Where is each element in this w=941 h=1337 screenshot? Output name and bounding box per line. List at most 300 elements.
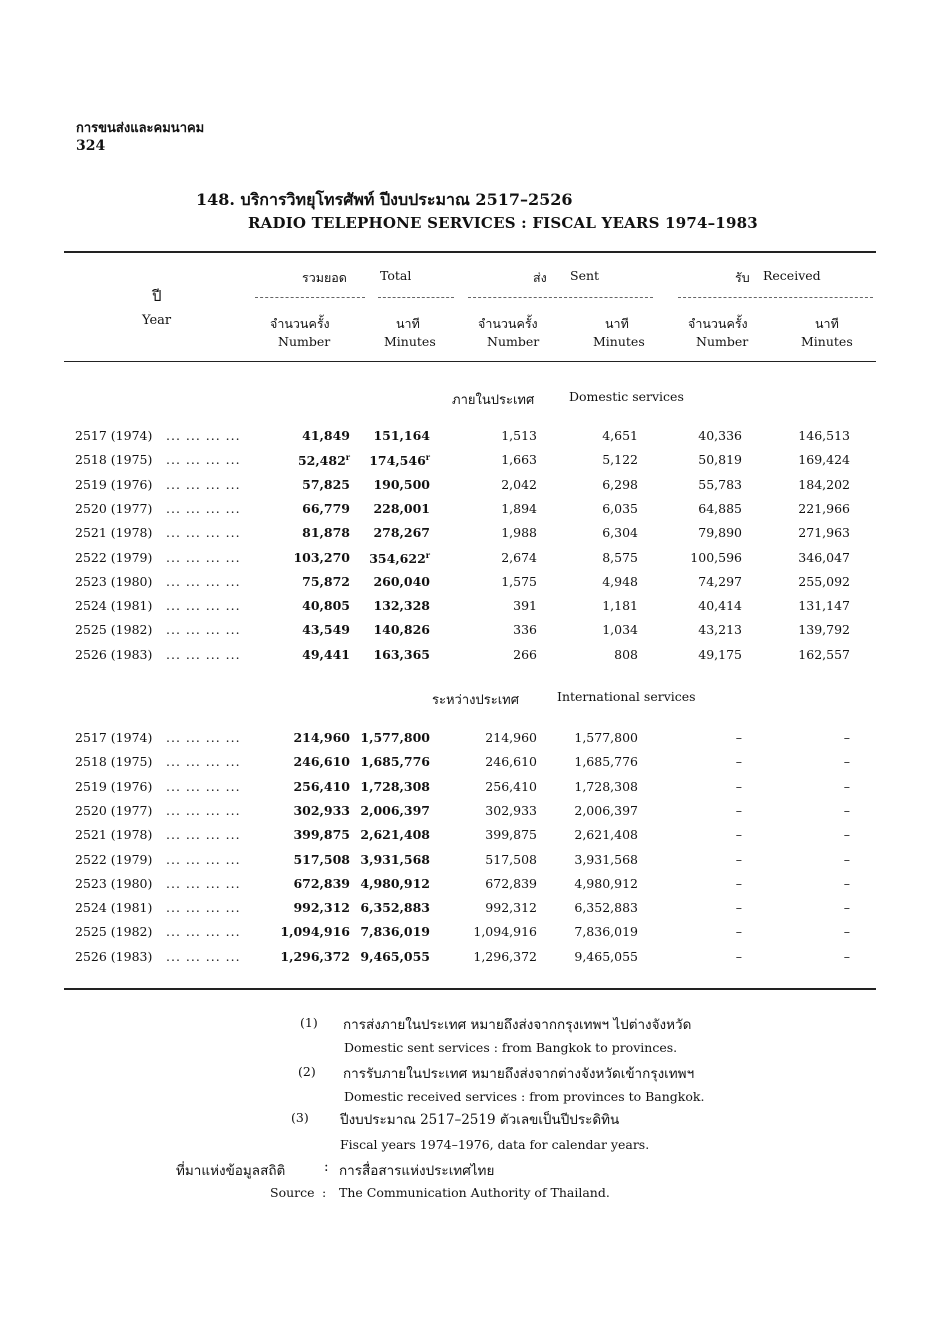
leader-dots xyxy=(166,550,241,565)
leader-dots xyxy=(166,622,241,637)
total-minutes-cell xyxy=(350,501,430,516)
total-minutes-english: Minutes xyxy=(384,334,436,349)
table-row xyxy=(0,876,941,900)
total-number-cell-value: 43,549 xyxy=(302,622,350,638)
leader-dots-value: ... ... ... ... xyxy=(166,549,241,565)
total-number-cell-value: 1,094,916 xyxy=(280,924,350,940)
total-number-cell xyxy=(260,622,350,637)
total-minutes-cell xyxy=(350,550,430,566)
year-cell-value: 2524 (1981) xyxy=(75,598,153,614)
received-minutes-cell xyxy=(760,827,850,842)
year-cell-value: 2521 (1978) xyxy=(75,827,153,843)
leader-dots-value: ... ... ... ... xyxy=(166,476,241,492)
year-cell xyxy=(75,501,152,516)
total-minutes-cell-value: 1,685,776 xyxy=(360,754,430,770)
total-number-cell xyxy=(260,754,350,769)
sent-number-cell-value: 399,875 xyxy=(485,827,537,843)
sent-minutes-cell xyxy=(560,730,638,745)
sent-number-cell xyxy=(445,803,537,818)
sent-number-cell-value: 246,610 xyxy=(485,754,537,770)
sent-minutes-cell-value: 1,577,800 xyxy=(574,730,638,745)
sent-number-cell-value: 302,933 xyxy=(485,802,537,818)
sent-minutes-cell-value: 7,836,019 xyxy=(574,924,638,940)
received-minutes-cell-value: – xyxy=(843,851,850,867)
total-minutes-cell xyxy=(350,428,430,443)
total-minutes-cell xyxy=(350,525,430,540)
total-number-cell xyxy=(260,876,350,891)
leader-dots-value: ... ... ... ... xyxy=(166,730,241,745)
sent-minutes-cell xyxy=(560,477,638,492)
sent-minutes-cell-value: 6,035 xyxy=(602,500,638,516)
leader-dots xyxy=(166,779,241,794)
received-number-cell-value: 55,783 xyxy=(698,476,742,492)
total-minutes-cell xyxy=(350,949,430,964)
sent-number-cell-value: 214,960 xyxy=(485,730,537,745)
table-row xyxy=(0,647,941,671)
total-minutes-cell xyxy=(350,827,430,842)
sent-number-cell xyxy=(445,949,537,964)
total-minutes-cell xyxy=(350,647,430,662)
table-row xyxy=(0,924,941,948)
total-number-thai: จำนวนครั้ง xyxy=(270,316,330,331)
total-minutes-cell xyxy=(350,598,430,613)
total-number-cell-value: 52,482 xyxy=(297,453,346,469)
sent-minutes-thai: นาที xyxy=(605,316,629,331)
sent-number-cell-value: 1,513 xyxy=(501,428,537,443)
year-cell-value: 2525 (1982) xyxy=(75,622,153,638)
sent-minutes-cell xyxy=(560,622,638,637)
total-minutes-cell xyxy=(350,779,430,794)
received-minutes-cell xyxy=(760,924,850,939)
year-cell-value: 2520 (1977) xyxy=(75,500,153,516)
sent-minutes-cell-value: 8,575 xyxy=(602,549,638,565)
international-label-english: International services xyxy=(557,689,696,704)
note-3-number: (3) xyxy=(291,1110,309,1125)
total-minutes-cell xyxy=(350,900,430,915)
total-number-cell xyxy=(260,852,350,867)
sent-minutes-cell-value: 1,685,776 xyxy=(574,754,638,770)
sent-dash xyxy=(468,297,653,298)
year-cell xyxy=(75,949,152,964)
total-number-cell-value: 517,508 xyxy=(293,851,350,867)
received-minutes-cell-value: 139,792 xyxy=(798,622,850,638)
sent-number-cell-value: 1,894 xyxy=(501,500,537,516)
received-minutes-cell xyxy=(760,876,850,891)
year-cell-value: 2523 (1980) xyxy=(75,573,153,589)
source-sep-english: : xyxy=(322,1185,327,1200)
received-header-english: Received xyxy=(763,268,821,283)
sent-minutes-english: Minutes xyxy=(593,334,645,349)
table-row xyxy=(0,525,941,549)
total-number-cell xyxy=(260,949,350,964)
received-number-cell xyxy=(660,501,742,516)
sent-minutes-cell-value: 6,304 xyxy=(602,525,638,541)
total-number-english: Number xyxy=(278,334,331,349)
total-minutes-cell-value: 6,352,883 xyxy=(360,900,430,916)
leader-dots-value: ... ... ... ... xyxy=(166,754,241,770)
sent-minutes-cell xyxy=(560,598,638,613)
total-minutes-cell-value: 3,931,568 xyxy=(360,851,430,867)
year-cell-value: 2521 (1978) xyxy=(75,525,153,541)
total-number-cell-value: 103,270 xyxy=(293,549,350,565)
received-minutes-cell xyxy=(760,598,850,613)
sent-number-cell xyxy=(445,924,537,939)
total-number-cell xyxy=(260,779,350,794)
sent-minutes-cell xyxy=(560,525,638,540)
total-minutes-cell xyxy=(350,574,430,589)
received-number-cell-value: 40,336 xyxy=(698,428,742,443)
note-2-english: Domestic received services : from provinces to Bangkok. xyxy=(344,1089,705,1104)
total-number-cell-value: 992,312 xyxy=(293,900,350,916)
table-row xyxy=(0,754,941,778)
running-header: การขนส่งและคมนาคม xyxy=(76,121,205,136)
received-minutes-cell xyxy=(760,452,850,467)
domestic-label-thai: ภายในประเทศ xyxy=(452,393,535,408)
note-1-number: (1) xyxy=(300,1015,318,1030)
year-cell xyxy=(75,730,152,745)
sent-number-cell-value: 391 xyxy=(513,598,537,614)
sent-number-cell xyxy=(445,900,537,915)
year-header-english: Year xyxy=(142,313,172,328)
year-header-thai: ปี xyxy=(152,287,162,305)
sent-number-cell-value: 1,663 xyxy=(501,452,537,468)
sent-minutes-cell xyxy=(560,852,638,867)
year-cell-value: 2519 (1976) xyxy=(75,778,153,794)
total-number-cell-value: 302,933 xyxy=(293,802,350,818)
received-number-cell-value: 79,890 xyxy=(698,525,742,541)
sent-number-cell-value: 1,988 xyxy=(501,525,537,541)
sent-minutes-cell-value: 3,931,568 xyxy=(574,851,638,867)
total-minutes-cell xyxy=(350,754,430,769)
year-cell xyxy=(75,477,152,492)
received-number-cell xyxy=(660,550,742,565)
received-minutes-thai: นาที xyxy=(815,316,839,331)
total-header-thai: รวมยอด xyxy=(302,270,347,285)
leader-dots xyxy=(166,598,241,613)
received-minutes-cell-value: 271,963 xyxy=(798,525,850,541)
sent-minutes-cell-value: 9,465,055 xyxy=(574,948,638,964)
received-minutes-cell-value: 162,557 xyxy=(798,646,850,662)
received-number-cell-value: 49,175 xyxy=(698,646,742,662)
total-number-cell xyxy=(260,574,350,589)
received-number-cell xyxy=(660,647,742,662)
leader-dots xyxy=(166,501,241,516)
received-number-cell-value: – xyxy=(735,802,742,818)
table-row xyxy=(0,900,941,924)
received-minutes-cell xyxy=(760,501,850,516)
total-number-cell xyxy=(260,647,350,662)
leader-dots-value: ... ... ... ... xyxy=(166,827,241,843)
total-number-cell-value: 75,872 xyxy=(302,573,350,589)
note-1-thai: การส่งภายในประเทศ หมายถึงส่งจากกรุงเทพฯ ไปต่างจังหวัด xyxy=(343,1017,692,1033)
received-minutes-cell xyxy=(760,622,850,637)
year-cell-value: 2518 (1975) xyxy=(75,452,153,468)
received-minutes-cell-value: 131,147 xyxy=(798,598,850,614)
sent-number-cell xyxy=(445,876,537,891)
received-minutes-cell xyxy=(760,525,850,540)
source-label-thai: ที่มาแห่งข้อมูลสถิติ xyxy=(176,1163,286,1179)
sent-number-cell-value: 517,508 xyxy=(485,851,537,867)
total-minutes-cell-value: 132,328 xyxy=(373,598,430,614)
received-minutes-cell-value: – xyxy=(843,754,850,770)
year-cell xyxy=(75,428,152,443)
received-minutes-cell-value: 346,047 xyxy=(798,549,850,565)
leader-dots-value: ... ... ... ... xyxy=(166,900,241,916)
received-minutes-cell xyxy=(760,852,850,867)
received-number-cell-value: – xyxy=(735,851,742,867)
total-number-cell xyxy=(260,501,350,516)
sent-number-cell-value: 1,094,916 xyxy=(473,924,537,940)
sent-minutes-cell-value: 2,621,408 xyxy=(574,827,638,843)
leader-dots xyxy=(166,428,241,443)
table-title-english: RADIO TELEPHONE SERVICES : FISCAL YEARS 1974–1983 xyxy=(248,214,758,232)
received-minutes-cell xyxy=(760,477,850,492)
sent-minutes-cell-value: 4,948 xyxy=(602,573,638,589)
received-number-cell xyxy=(660,598,742,613)
received-number-cell xyxy=(660,852,742,867)
source-sep-thai: : xyxy=(324,1159,329,1175)
year-cell-value: 2524 (1981) xyxy=(75,900,153,916)
leader-dots-value: ... ... ... ... xyxy=(166,573,241,589)
sent-number-cell xyxy=(445,477,537,492)
received-minutes-cell xyxy=(760,900,850,915)
received-number-cell-value: – xyxy=(735,900,742,916)
year-cell xyxy=(75,827,152,842)
received-number-cell xyxy=(660,779,742,794)
leader-dots xyxy=(166,477,241,492)
total-minutes-cell xyxy=(350,452,430,468)
sent-minutes-cell-value: 4,980,912 xyxy=(574,875,638,891)
sent-minutes-cell xyxy=(560,876,638,891)
leader-dots xyxy=(166,574,241,589)
received-minutes-cell xyxy=(760,730,850,745)
received-minutes-cell-value: 169,424 xyxy=(798,452,850,468)
sent-number-thai: จำนวนครั้ง xyxy=(478,316,538,331)
received-number-cell-value: – xyxy=(735,875,742,891)
total-number-cell-value: 66,779 xyxy=(302,500,350,516)
year-cell-value: 2525 (1982) xyxy=(75,924,153,940)
leader-dots xyxy=(166,900,241,915)
sent-number-english: Number xyxy=(487,334,540,349)
received-minutes-cell xyxy=(760,574,850,589)
total-minutes-thai: นาที xyxy=(396,316,420,331)
received-number-cell-value: 64,885 xyxy=(698,500,742,516)
total-number-cell xyxy=(260,900,350,915)
sent-number-cell xyxy=(445,501,537,516)
sent-number-cell xyxy=(445,647,537,662)
total-number-cell-value: 81,878 xyxy=(302,525,350,541)
revised-marker: r xyxy=(345,452,350,463)
year-cell xyxy=(75,900,152,915)
received-minutes-cell xyxy=(760,647,850,662)
table-row xyxy=(0,803,941,827)
source-value-english: The Communication Authority of Thailand. xyxy=(339,1185,610,1200)
total-minutes-cell-value: 260,040 xyxy=(373,573,430,589)
total-minutes-cell xyxy=(350,730,430,745)
total-minutes-cell-value: 354,622 xyxy=(369,550,426,566)
total-number-cell-value: 1,296,372 xyxy=(280,948,350,964)
total-minutes-cell-value: 2,621,408 xyxy=(360,827,430,843)
total-dash-2 xyxy=(378,297,454,298)
total-minutes-cell-value: 190,500 xyxy=(373,476,430,492)
received-minutes-cell-value: – xyxy=(843,730,850,745)
total-minutes-cell xyxy=(350,803,430,818)
total-number-cell xyxy=(260,452,350,468)
received-number-cell xyxy=(660,452,742,467)
leader-dots-value: ... ... ... ... xyxy=(166,948,241,964)
table-row xyxy=(0,550,941,574)
table-title-thai: 148. บริการวิทยุโทรศัพท์ ปีงบประมาณ 2517–2526 xyxy=(196,190,573,209)
total-number-cell xyxy=(260,477,350,492)
total-number-cell-value: 246,610 xyxy=(293,754,350,770)
received-minutes-cell-value: – xyxy=(843,875,850,891)
received-number-cell-value: – xyxy=(735,754,742,770)
received-number-cell xyxy=(660,900,742,915)
year-cell xyxy=(75,852,152,867)
table-row xyxy=(0,622,941,646)
year-cell-value: 2526 (1983) xyxy=(75,948,153,964)
total-minutes-cell-value: 163,365 xyxy=(373,646,430,662)
leader-dots-value: ... ... ... ... xyxy=(166,622,241,638)
sent-minutes-cell-value: 1,728,308 xyxy=(574,778,638,794)
received-minutes-cell-value: 255,092 xyxy=(798,573,850,589)
leader-dots-value: ... ... ... ... xyxy=(166,778,241,794)
leader-dots xyxy=(166,525,241,540)
total-minutes-cell-value: 1,728,308 xyxy=(360,778,430,794)
total-number-cell xyxy=(260,803,350,818)
received-minutes-cell xyxy=(760,754,850,769)
sent-number-cell xyxy=(445,598,537,613)
revised-marker: r xyxy=(425,549,430,560)
leader-dots xyxy=(166,924,241,939)
table-row xyxy=(0,949,941,973)
received-number-cell xyxy=(660,803,742,818)
received-minutes-cell xyxy=(760,779,850,794)
sent-number-cell-value: 2,674 xyxy=(501,549,537,565)
total-number-cell-value: 40,805 xyxy=(302,598,350,614)
sent-number-cell-value: 992,312 xyxy=(485,900,537,916)
leader-dots-value: ... ... ... ... xyxy=(166,428,241,443)
received-minutes-cell-value: 221,966 xyxy=(798,500,850,516)
sent-number-cell xyxy=(445,779,537,794)
note-2-thai: การรับภายในประเทศ หมายถึงส่งจากต่างจังหวัดเข้ากรุงเทพฯ xyxy=(343,1066,695,1082)
note-3-thai: ปีงบประมาณ 2517–2519 ตัวเลขเป็นปีประดิทิน xyxy=(340,1112,620,1128)
leader-dots xyxy=(166,949,241,964)
sent-number-cell-value: 672,839 xyxy=(485,875,537,891)
leader-dots xyxy=(166,852,241,867)
leader-dots-value: ... ... ... ... xyxy=(166,525,241,541)
sent-minutes-cell xyxy=(560,803,638,818)
received-number-cell-value: – xyxy=(735,924,742,940)
received-number-cell-value: 50,819 xyxy=(698,452,742,468)
total-minutes-cell xyxy=(350,876,430,891)
international-label-thai: ระหว่างประเทศ xyxy=(432,693,519,708)
year-cell-value: 2526 (1983) xyxy=(75,646,153,662)
received-minutes-cell-value: – xyxy=(843,827,850,843)
sent-number-cell xyxy=(445,622,537,637)
received-minutes-cell xyxy=(760,803,850,818)
sent-number-cell-value: 1,296,372 xyxy=(473,948,537,964)
total-header-english: Total xyxy=(380,268,412,283)
total-minutes-cell-value: 228,001 xyxy=(373,500,430,516)
year-cell xyxy=(75,574,152,589)
received-number-cell-value: – xyxy=(735,948,742,964)
total-number-cell xyxy=(260,550,350,565)
year-cell-value: 2518 (1975) xyxy=(75,754,153,770)
sent-minutes-cell-value: 4,651 xyxy=(602,428,638,443)
sent-minutes-cell xyxy=(560,428,638,443)
year-cell xyxy=(75,876,152,891)
leader-dots xyxy=(166,827,241,842)
year-cell xyxy=(75,622,152,637)
received-minutes-english: Minutes xyxy=(801,334,853,349)
received-minutes-cell-value: – xyxy=(843,900,850,916)
top-rule xyxy=(64,251,876,253)
total-minutes-cell xyxy=(350,852,430,867)
leader-dots-value: ... ... ... ... xyxy=(166,851,241,867)
note-2-number: (2) xyxy=(298,1064,316,1079)
sent-number-cell xyxy=(445,452,537,467)
sent-minutes-cell xyxy=(560,647,638,662)
sent-minutes-cell-value: 5,122 xyxy=(602,452,638,468)
received-dash xyxy=(678,297,873,298)
received-number-cell-value: – xyxy=(735,827,742,843)
sent-minutes-cell-value: 808 xyxy=(614,646,638,662)
received-number-cell xyxy=(660,730,742,745)
table-row xyxy=(0,501,941,525)
leader-dots-value: ... ... ... ... xyxy=(166,500,241,516)
received-number-cell xyxy=(660,428,742,443)
table-row xyxy=(0,852,941,876)
received-number-cell-value: 100,596 xyxy=(690,549,742,565)
sent-number-cell-value: 336 xyxy=(513,622,537,638)
sent-minutes-cell xyxy=(560,827,638,842)
year-cell xyxy=(75,647,152,662)
leader-dots-value: ... ... ... ... xyxy=(166,598,241,614)
table-row xyxy=(0,827,941,851)
table-row xyxy=(0,452,941,476)
sent-minutes-cell xyxy=(560,501,638,516)
total-minutes-cell-value: 174,546 xyxy=(369,453,426,469)
total-number-cell xyxy=(260,827,350,842)
received-number-cell xyxy=(660,876,742,891)
sent-header-english: Sent xyxy=(570,268,600,283)
sent-number-cell xyxy=(445,852,537,867)
sent-minutes-cell xyxy=(560,949,638,964)
received-minutes-cell-value: 146,513 xyxy=(798,428,850,443)
total-number-cell-value: 57,825 xyxy=(302,476,350,492)
sent-number-cell xyxy=(445,827,537,842)
sent-minutes-cell xyxy=(560,574,638,589)
table-row xyxy=(0,428,941,452)
year-cell xyxy=(75,779,152,794)
source-value-thai: การสื่อสารแห่งประเทศไทย xyxy=(339,1163,495,1179)
revised-marker: r xyxy=(425,452,430,463)
total-number-cell-value: 49,441 xyxy=(302,646,350,662)
sent-minutes-cell-value: 6,352,883 xyxy=(574,900,638,916)
note-1-english: Domestic sent services : from Bangkok to provinces. xyxy=(344,1040,678,1055)
received-number-cell xyxy=(660,622,742,637)
total-minutes-cell-value: 7,836,019 xyxy=(360,924,430,940)
table-row xyxy=(0,730,941,754)
header-rule xyxy=(64,361,876,362)
received-number-thai: จำนวนครั้ง xyxy=(688,316,748,331)
sent-number-cell xyxy=(445,525,537,540)
received-minutes-cell xyxy=(760,550,850,565)
table-row xyxy=(0,779,941,803)
year-cell xyxy=(75,452,152,467)
received-minutes-cell xyxy=(760,428,850,443)
